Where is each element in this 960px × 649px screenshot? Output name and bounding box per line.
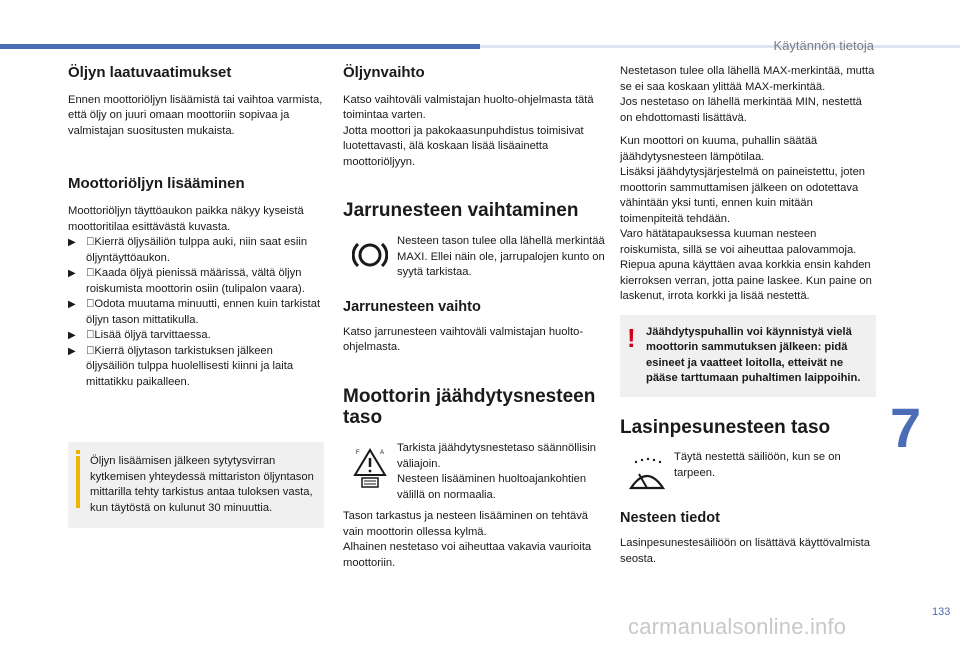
- coolant-temp-icon: [353, 447, 387, 489]
- step-2: ▶ Kaada öljyä pienissä määrissä, vältä öljyn roiskumista moottorin osiin (tulipalon vaara).: [68, 267, 305, 295]
- chapter-number: 7: [890, 396, 922, 459]
- brake-change-heading: Jarrunesteen vaihto: [343, 298, 481, 315]
- bullet-icon: ▶: [68, 345, 76, 357]
- coolant-heading: Moottorin jäähdytysnesteen taso: [343, 385, 596, 429]
- brake-fluid-row: [343, 234, 605, 281]
- info-icon: [76, 456, 80, 508]
- oil-adding-steps: [68, 235, 324, 390]
- fluid-info-text: Lasinpesunestesäiliöön on lisättävä käyttövalmista seosta.: [620, 537, 870, 565]
- page-number: 133: [932, 606, 951, 618]
- svg-text:A: A: [380, 450, 385, 457]
- oil-change-text: Katso vaihtoväli valmistajan huolto-ohjelmasta tätä toimintaa varten. Jotta moottori ja pakokaasunpuhdistus toimisivat luotettavasti, älä koskaan lisää lisäainetta moottoriöljyyn.: [343, 93, 594, 168]
- oil-requirements-heading: Öljyn laatuvaatimukset: [68, 64, 232, 81]
- washer-fluid-icon: [628, 456, 666, 492]
- step-5: ▶ Kierrä öljytason tarkistuksen jälkeen öljysäiliön tulppa huolellisesti kiinni ja laita mittatikku paikalleen.: [68, 344, 294, 388]
- info-note: [68, 442, 324, 528]
- warning-icon: !: [627, 322, 636, 353]
- info-note-text: Öljyn lisäämisen jälkeen sytytysvirran kytkemisen yhteydessä mittariston öljyntason mittarilla tehty tarkistus antaa tuloksen vasta, kun täytöstä on kulunut 30 minuuttia.: [90, 455, 314, 514]
- bullet-icon: ▶: [68, 330, 76, 341]
- brake-change-text: Katso jarrunesteen vaihtoväli valmistajan huolto-ohjelmasta.: [343, 325, 584, 354]
- bullet-icon: ▶: [68, 268, 76, 279]
- coolant-text: Tason tarkastus ja nesteen lisääminen on tehtävä vain moottorin ollessa kylmä. Alhainen nestetaso voi aiheuttaa vakavia vaurioita moottoriin.: [343, 510, 592, 569]
- bullet-icon: ▶: [68, 299, 76, 310]
- coolant-level-text: Nestetason tulee olla lähellä MAX-merkintää, mutta se ei saa koskaan ylittää MAX-merkintää. Jos nestetaso on lähellä merkintää MIN, nestettä on ehdottomasti lisättävä.: [620, 65, 875, 124]
- fluid-info-heading: Nesteen tiedot: [620, 510, 720, 527]
- bullet-icon: ▶: [68, 237, 76, 248]
- watermark: carmanualsonline.info: [628, 614, 847, 639]
- coolant-icon-text: Tarkista jäähdytysnestetaso säännöllisin väliajoin. Nesteen lisääminen huoltoajankohtien välillä on normaalia.: [397, 442, 596, 501]
- oil-change-heading: Öljynvaihto: [343, 64, 425, 81]
- oil-requirements-text: Ennen moottoriöljyn lisäämistä tai vaihtoa varmista, että öljy on juuri omaan moottoriin sopivaa ja valmistajan suositusten mukaista.: [68, 93, 323, 137]
- brake-fluid-icon: [352, 240, 388, 270]
- oil-adding-text: Moottoriöljyn täyttöaukon paikka näkyy kyseistä moottoritilaa esittävästä kuvasta.: [68, 205, 304, 233]
- column-1: [68, 64, 324, 528]
- brake-fluid-text: Nesteen tason tulee olla lähellä merkintää MAXI. Ellei näin ole, jarrupalojen kunto on syytä tarkistaa.: [397, 235, 605, 279]
- header-bar-light: [480, 45, 960, 48]
- washer-row: [620, 450, 876, 492]
- header-bar: [0, 44, 480, 49]
- warning-note: [620, 315, 876, 397]
- warning-text: Jäähdytyspuhallin voi käynnistyä vielä moottorin sammutuksen jälkeen: pidä esineet ja vaatteet loitolla, etteivät ne pääse tarttumaan puhaltimen laippoihin.: [646, 325, 861, 384]
- washer-heading: Lasinpesunesteen taso: [620, 416, 831, 438]
- column-3: [620, 64, 876, 575]
- oil-adding-heading: Moottoriöljyn lisääminen: [68, 175, 245, 193]
- svg-text:F: F: [356, 450, 360, 457]
- column-2: [343, 64, 605, 579]
- brake-fluid-heading: Jarrunesteen vaihtaminen: [343, 200, 579, 222]
- coolant-row: [343, 441, 605, 503]
- section-title: Käytännön tietoja: [773, 38, 874, 53]
- step-4: ▶ Lisää öljyä tarvittaessa.: [68, 328, 324, 344]
- step-1: ▶ Kierrä öljysäiliön tulppa auki, niin saat esiin öljyntäyttöaukon.: [68, 236, 308, 264]
- washer-text: Täytä nestettä säiliöön, kun se on tarpeen.: [674, 451, 841, 479]
- coolant-hot-text: Kun moottori on kuuma, puhallin säätää jäähdytysnesteen lämpötilaa. Lisäksi jäähdytysjärjestelmä on paineistettu, joten moottorin sammuttamisen jälkeen on odotettava vähintään yksi tunti, ennen kuin mitään toimenpiteitä tehdään. Varo hätätapauksessa kuuman nesteen roiskumista, sillä se voi aiheuttaa palovammoja. Riepua apuna käyttäen avaa korkkia ensin kahden kierroksen verran, jotta paine laskee. Kun paine on laskenut, irrota korkki ja lisää nestettä.: [620, 135, 872, 302]
- step-3: ▶ Odota muutama minuutti, ennen kuin tarkistat öljyn tason mittatikulla.: [68, 298, 321, 326]
